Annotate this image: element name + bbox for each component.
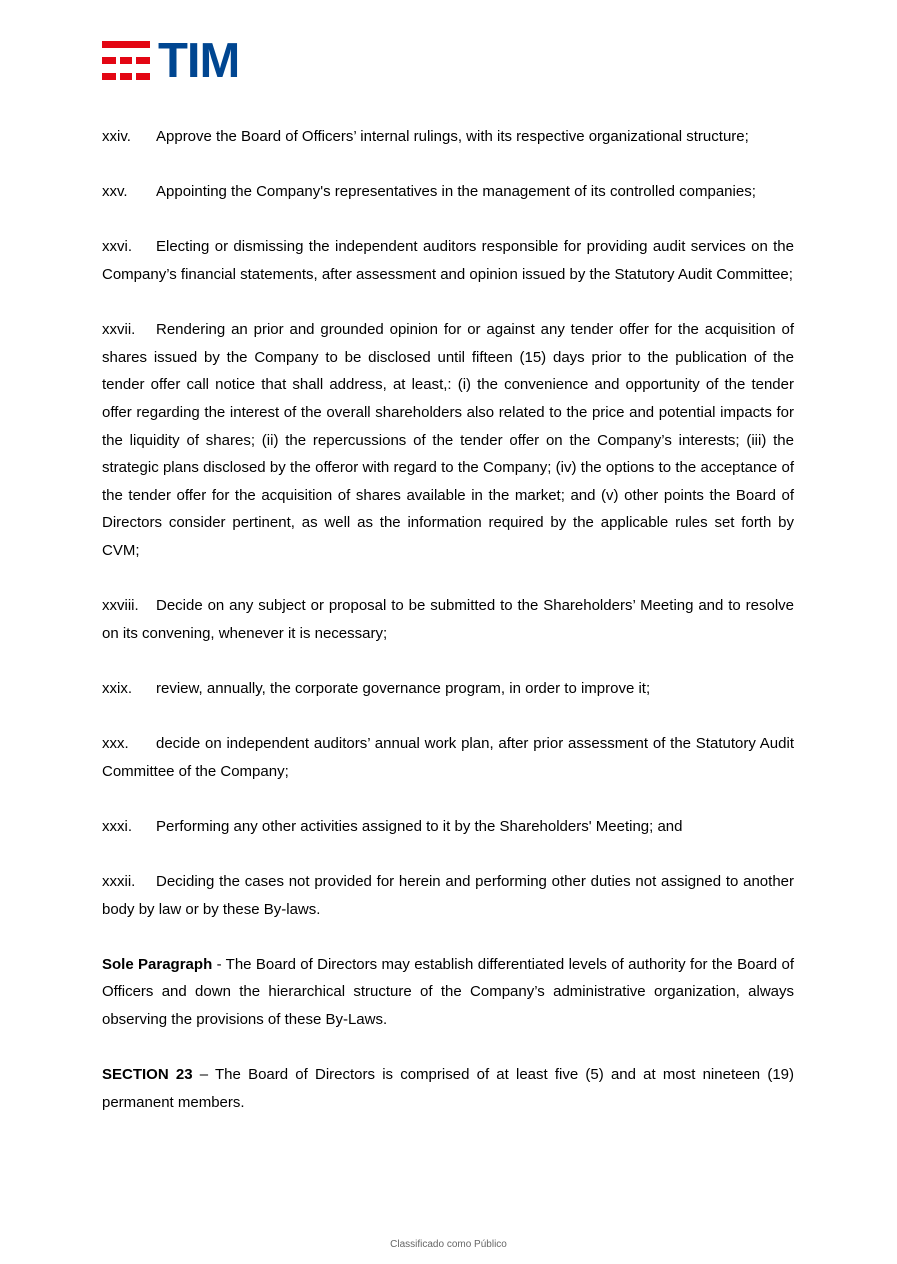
item-text: Appointing the Company's representatives in the management of its controlled companies; [156, 183, 756, 201]
list-item [102, 675, 794, 703]
item-text: Rendering an prior and grounded opinion for or against any tender offer for the acquisition of shares issued by the Company to be disclosed until fifteen (15) days prior to the publication of the tender offer call notice that shall address, at least,: (i) the convenience and opportunity of the tender offer regarding the interest of the overall shareholders also related to the price and potential impacts for the liquidity of shares; (ii) the repercussions of the tender offer on the Company’s interests; (iii) the strategic plans disclosed by the offeror with regard to the Company; (iv) the options to the acceptance of the tender offer for the acquisition of shares available in the market; and (v) other points the Board of Directors consider pertinent, as well as the information required by the applicable rules set forth by CVM; [102, 321, 794, 559]
item-number: xxxii. [102, 873, 136, 891]
item-number: xxx. [102, 735, 129, 753]
list-item [102, 316, 794, 564]
section-23 [102, 1061, 794, 1116]
tim-logo-mark-icon [102, 41, 150, 81]
list-item [102, 592, 794, 647]
item-text: Decide on any subject or proposal to be submitted to the Shareholders’ Meeting and to resolve on its convening, whenever it is necessary; [102, 597, 794, 642]
item-text: Electing or dismissing the independent auditors responsible for providing audit services on the Company’s financial statements, after assessment and opinion issued by the Statutory Audit Committee; [102, 238, 794, 283]
classification-footer: Classificado como Público [390, 1239, 507, 1250]
list-item [102, 233, 794, 288]
tim-logo-text: TIM [158, 34, 240, 88]
list-item [102, 868, 794, 923]
item-number: xxix. [102, 679, 132, 697]
item-text: Performing any other activities assigned to it by the Shareholders' Meeting; and [156, 817, 683, 835]
list-item [102, 123, 794, 151]
item-number: xxiv. [102, 128, 131, 145]
document-body [102, 123, 794, 1144]
list-item [102, 178, 794, 206]
item-number: xxviii. [102, 597, 139, 615]
item-number: xxv. [102, 183, 128, 201]
section-label: SECTION 23 [102, 1066, 193, 1084]
item-text: Approve the Board of Officers’ internal rulings, with its respective organizational structure; [156, 128, 749, 145]
item-number: xxvii. [102, 321, 136, 339]
sole-paragraph-text: - The Board of Directors may establish differentiated levels of authority for the Board of Officers and down the hierarchical structure of the Company’s administrative organization, always observing the provisions of these By-Laws. [102, 955, 794, 1028]
item-number: xxvi. [102, 238, 132, 256]
item-text: review, annually, the corporate governance program, in order to improve it; [156, 679, 651, 697]
sole-paragraph-label: Sole Paragraph [102, 955, 213, 973]
item-number: xxxi. [102, 817, 132, 835]
sole-paragraph [102, 951, 794, 1034]
item-text: decide on independent auditors’ annual work plan, after prior assessment of the Statutory Audit Committee of the Company; [102, 735, 794, 780]
item-text: Deciding the cases not provided for herein and performing other duties not assigned to another body by law or by these By-laws. [102, 873, 794, 918]
section-text: – The Board of Directors is comprised of at least five (5) and at most nineteen (19) permanent members. [102, 1066, 795, 1111]
tim-logo [102, 34, 240, 88]
list-item [102, 730, 794, 785]
list-item [102, 813, 794, 841]
